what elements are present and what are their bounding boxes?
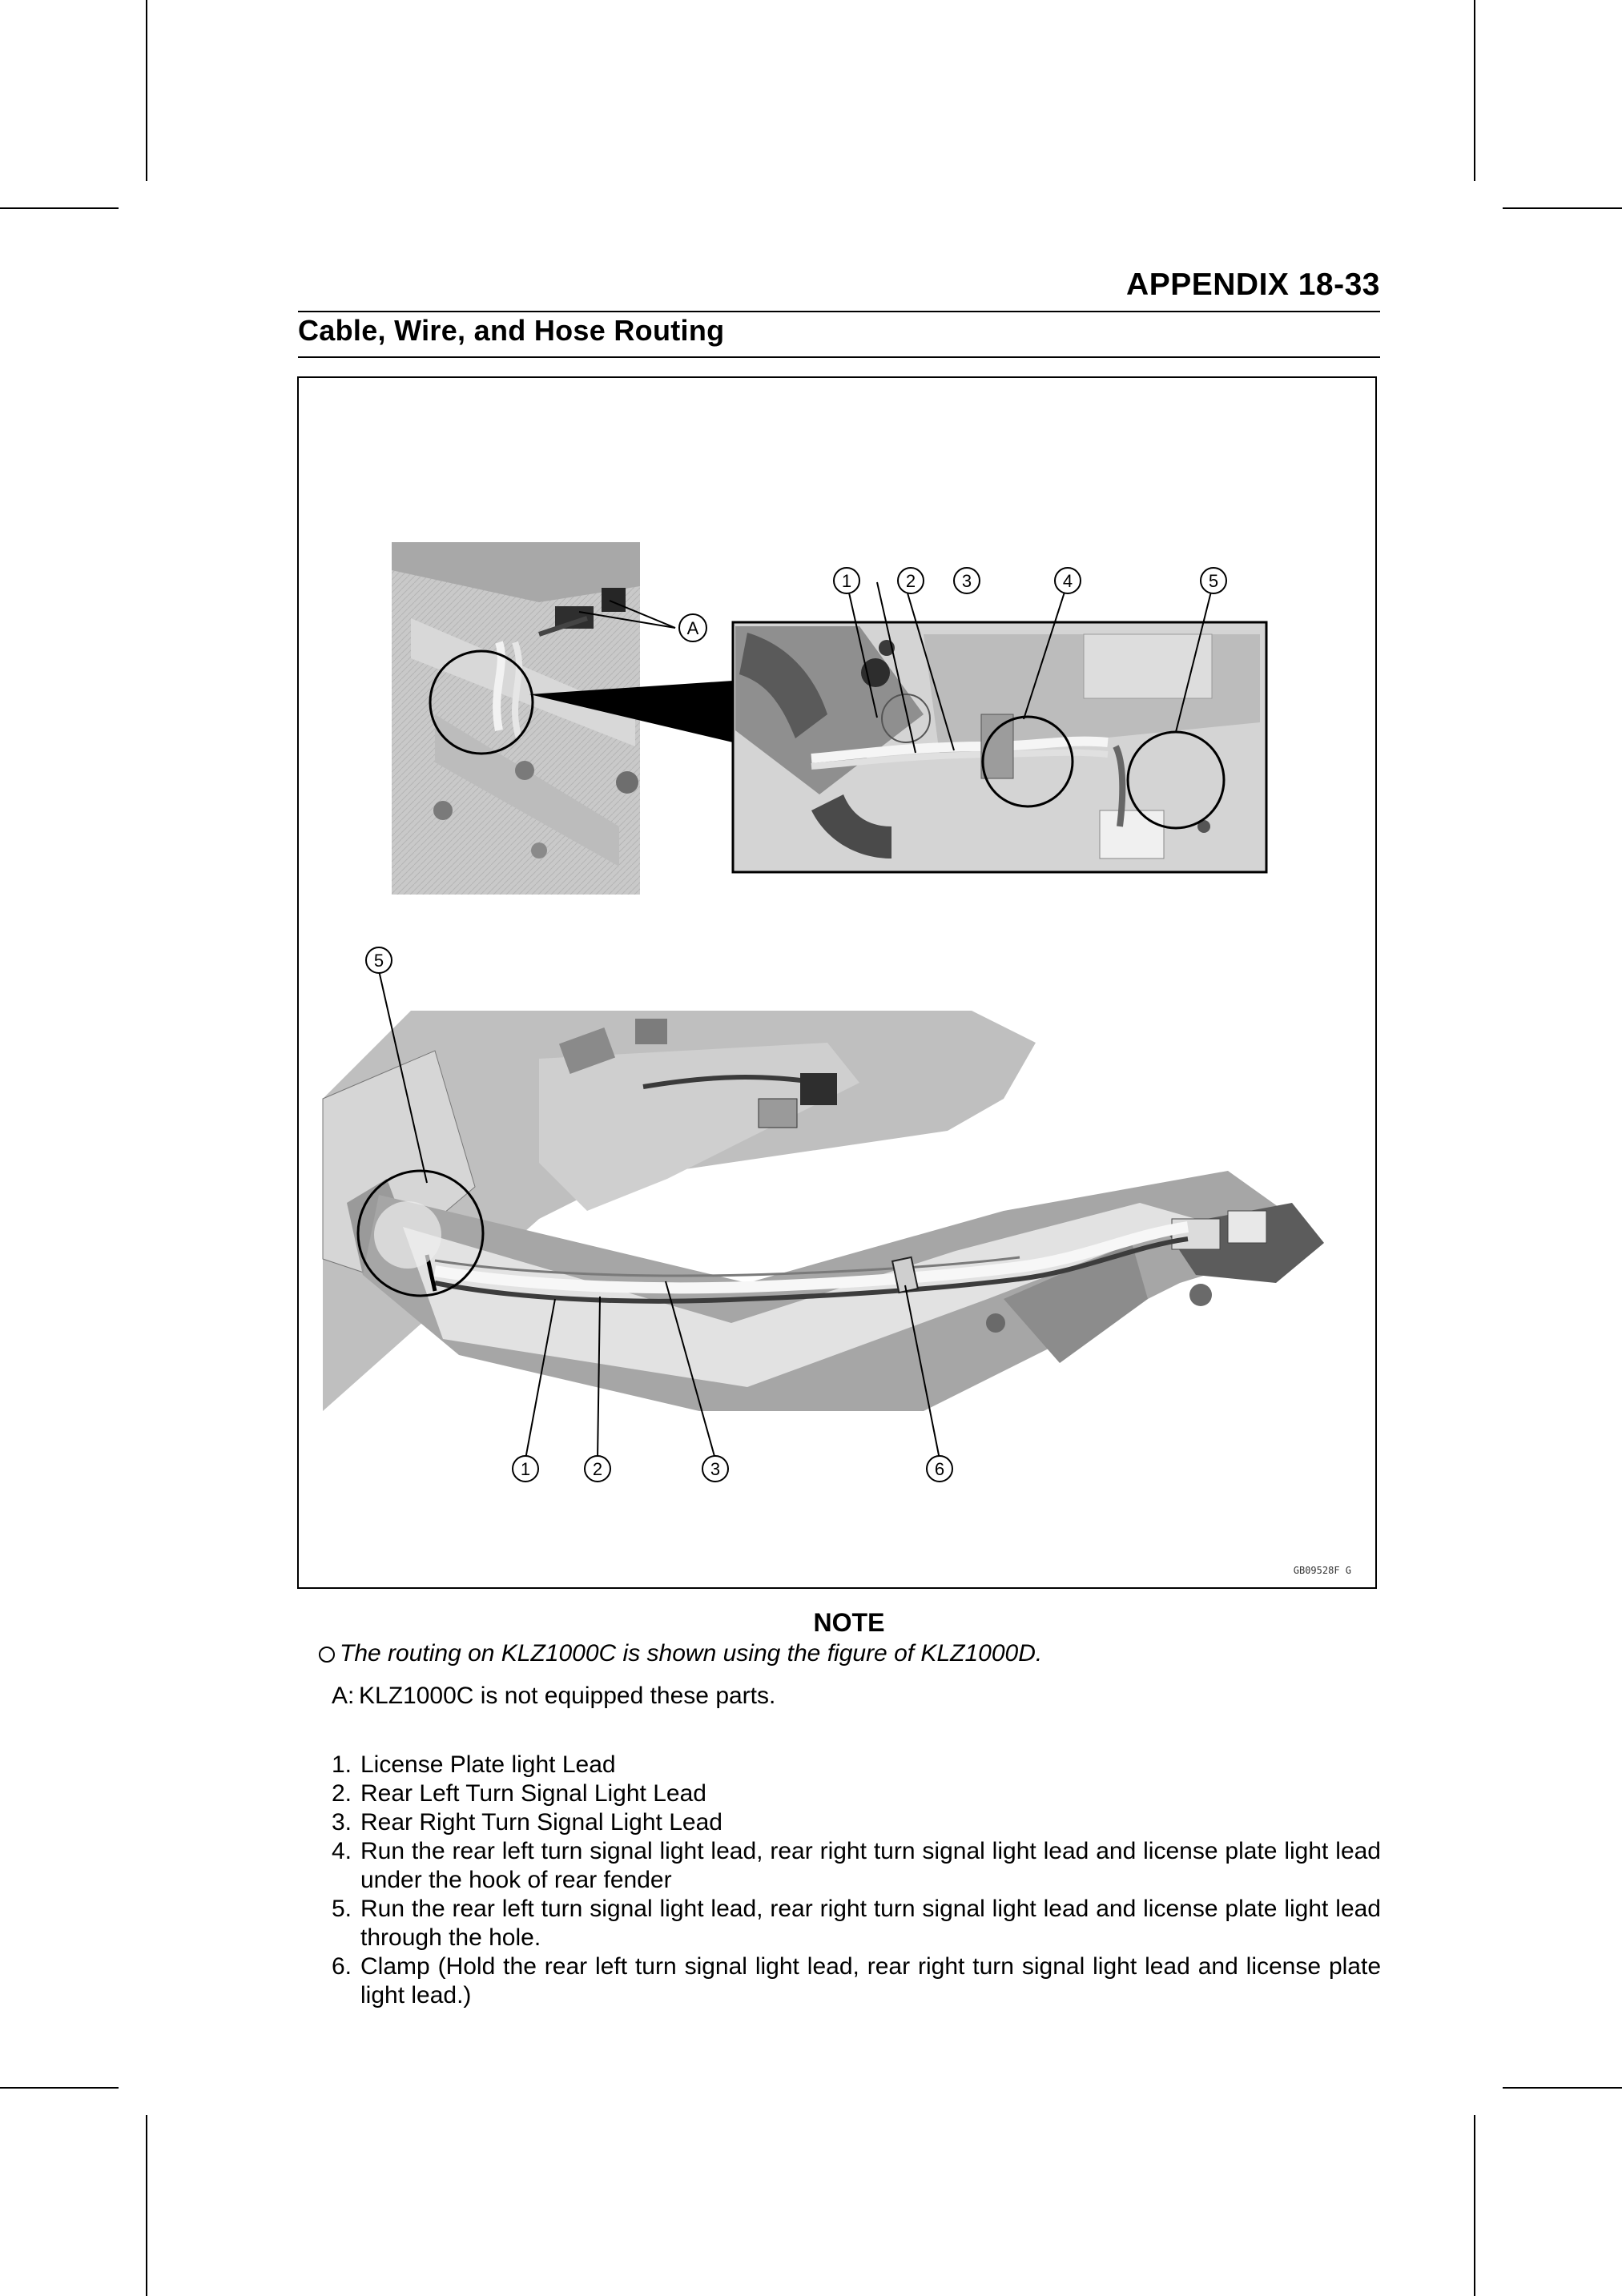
note-heading: NOTE	[813, 1608, 885, 1637]
remark-key: A:	[332, 1683, 355, 1709]
callout-4-top: 4	[1062, 571, 1073, 591]
inset-photo-right	[733, 622, 1266, 872]
callout-2-bottom: 2	[592, 1459, 603, 1479]
callout-3-top: 3	[961, 571, 972, 591]
callout-2-top: 2	[905, 571, 916, 591]
legend-list	[332, 1751, 1381, 2010]
callout-1-top: 1	[841, 571, 852, 591]
note-body: The routing on KLZ1000C is shown using the figure of KLZ1000D.	[340, 1640, 1043, 1667]
legend-item: 2. Rear Left Turn Signal Light Lead	[332, 1780, 706, 1807]
callout-3-bottom: 3	[710, 1459, 721, 1479]
section-title: Cable, Wire, and Hose Routing	[298, 314, 725, 347]
crop-mark-bottom-right-h	[1503, 2087, 1622, 2089]
crop-mark-top-right-v	[1474, 0, 1475, 181]
figure-code: GB09528F G	[1293, 1565, 1351, 1576]
routing-figure	[297, 376, 1377, 1589]
page-title: APPENDIX 18-33	[1126, 267, 1380, 302]
legend-item: 6. Clamp (Hold the rear left turn signal light lead, rear right turn signal light lead and license plate light lead.)	[332, 1953, 1381, 2008]
callout-5-bottom: 5	[373, 951, 384, 971]
legend-item: 1. License Plate light Lead	[332, 1751, 616, 1778]
crop-mark-bottom-left-h	[0, 2087, 119, 2089]
callout-a: A	[686, 618, 699, 638]
crop-mark-top-left-v	[146, 0, 147, 181]
crop-mark-bottom-right-v	[1474, 2115, 1475, 2296]
crop-mark-top-right-h	[1503, 207, 1622, 209]
header-rule-top	[298, 311, 1380, 312]
callout-6-bottom: 6	[934, 1459, 945, 1479]
header-rule-bottom	[298, 356, 1380, 358]
legend-item: 4. Run the rear left turn signal light lead, rear right turn signal light lead and license plate light lead under the hook of rear fender	[332, 1838, 1381, 1893]
note-text	[319, 1640, 1042, 1667]
legend-item: 5. Run the rear left turn signal light lead, rear right turn signal light lead and license plate light lead through the hole.	[332, 1896, 1381, 1951]
remark-a	[332, 1683, 775, 1710]
main-routing-view	[323, 1011, 1324, 1411]
routing-illustration	[299, 378, 1378, 1590]
crop-mark-bottom-left-v	[146, 2115, 147, 2296]
callout-5-top: 5	[1208, 571, 1219, 591]
legend-item: 3. Rear Right Turn Signal Light Lead	[332, 1809, 722, 1836]
remark-text: KLZ1000C is not equipped these parts.	[359, 1683, 776, 1709]
callout-1-bottom: 1	[520, 1459, 531, 1479]
note-bullet-icon	[319, 1647, 335, 1663]
crop-mark-top-left-h	[0, 207, 119, 209]
